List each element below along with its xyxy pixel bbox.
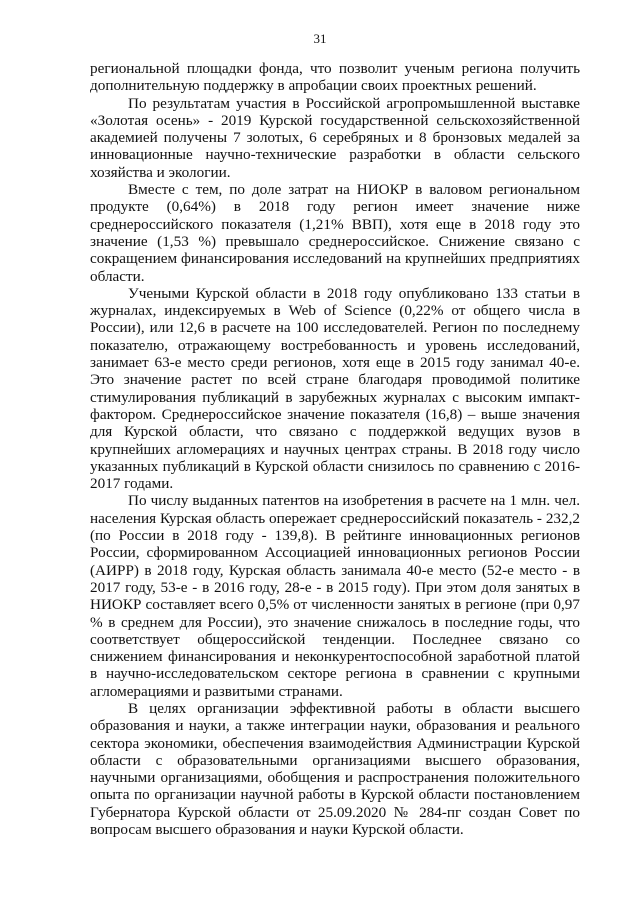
- document-body: [90, 60, 580, 838]
- paragraph-exhibition-results: По результатам участия в Российской агропромышленной выставке «Золотая осень» - 2019 Курской государственной сельскохозяйственной академией получены 7 золотых, 6 серебряных и 8 бронзовых медалей за инновационные научно-технические разработки в области сельского хозяйства и экологии.: [90, 94, 580, 181]
- paragraph-rnd-costs: Вместе с тем, по доле затрат на НИОКР в валовом региональном продукте (0,64%) в 2018 году регион имеет значение ниже среднероссийского показателя (1,21% ВВП), хотя еще в 2018 году это значение (1,53 %) превышало среднероссийское. Снижение связано с сокращением финансирования исследований на крупнейших предприятиях области.: [90, 181, 580, 285]
- paragraph-patents: По числу выданных патентов на изобретения в расчете на 1 млн. чел. населения Курская область опережает среднероссийский показатель - 232,2 (по России в 2018 году - 139,8). В рейтинге инновационных регионов России, сформированном Ассоциацией инновационных регионов России (АИРР) в 2018 году, Курская область занимала 40-е место (52-е место - в 2017 году, 53-е - в 2016 году, 28-е - в 2015 году). При этом доля занятых в НИОКР составляет всего 0,5% от численности занятых в регионе (при 0,97 % в среднем для России), это значение снижалось в последние годы, что соответствует общероссийской тенденции. Последнее связано со снижением финансирования и неконкурентоспособной заработной платой в научно-исследовательском секторе региона в сравнении с крупными агломерациями и развитыми странами.: [90, 492, 580, 700]
- paragraph-publications: Учеными Курской области в 2018 году опубликовано 133 статьи в журналах, индексируемых в Web of Science (0,22% от общего числа в России), или 12,6 в расчете на 100 исследователей. Регион по последнему показателю, отражающему востребованность и уровень исследований, занимает 63-е место среди регионов, хотя еще в 2015 году занимал 40-е. Это значение растет по всей стране благодаря проводимой политике стимулирования публикаций в зарубежных журналах с высоким импакт-фактором. Среднероссийское значение показателя (16,8) – выше значения для Курской области, что связано с поддержкой ведущих вузов в крупнейших агломерациях и научных центрах страны. В 2018 году число указанных публикаций в Курской области снизилось по сравнению с 2016-2017 годами.: [90, 284, 580, 493]
- paragraph-continuation: региональной площадки фонда, что позволит ученым региона получить дополнительную поддержку в апробации своих проектных решений.: [90, 60, 580, 95]
- paragraph-council: В целях организации эффективной работы в области высшего образования и науки, а также интеграции науки, образования и реального сектора экономики, обеспечения взаимодействия Администрации Курской области с образовательными организациями высшего образования, научными организациями, обобщения и распространения положительного опыта по организации научной работы в Курской области постановлением Губернатора Курской области от 25.09.2020 № 284-пг создан Совет по вопросам высшего образования и науки Курской области.: [90, 699, 580, 839]
- page-number: 31: [313, 31, 327, 46]
